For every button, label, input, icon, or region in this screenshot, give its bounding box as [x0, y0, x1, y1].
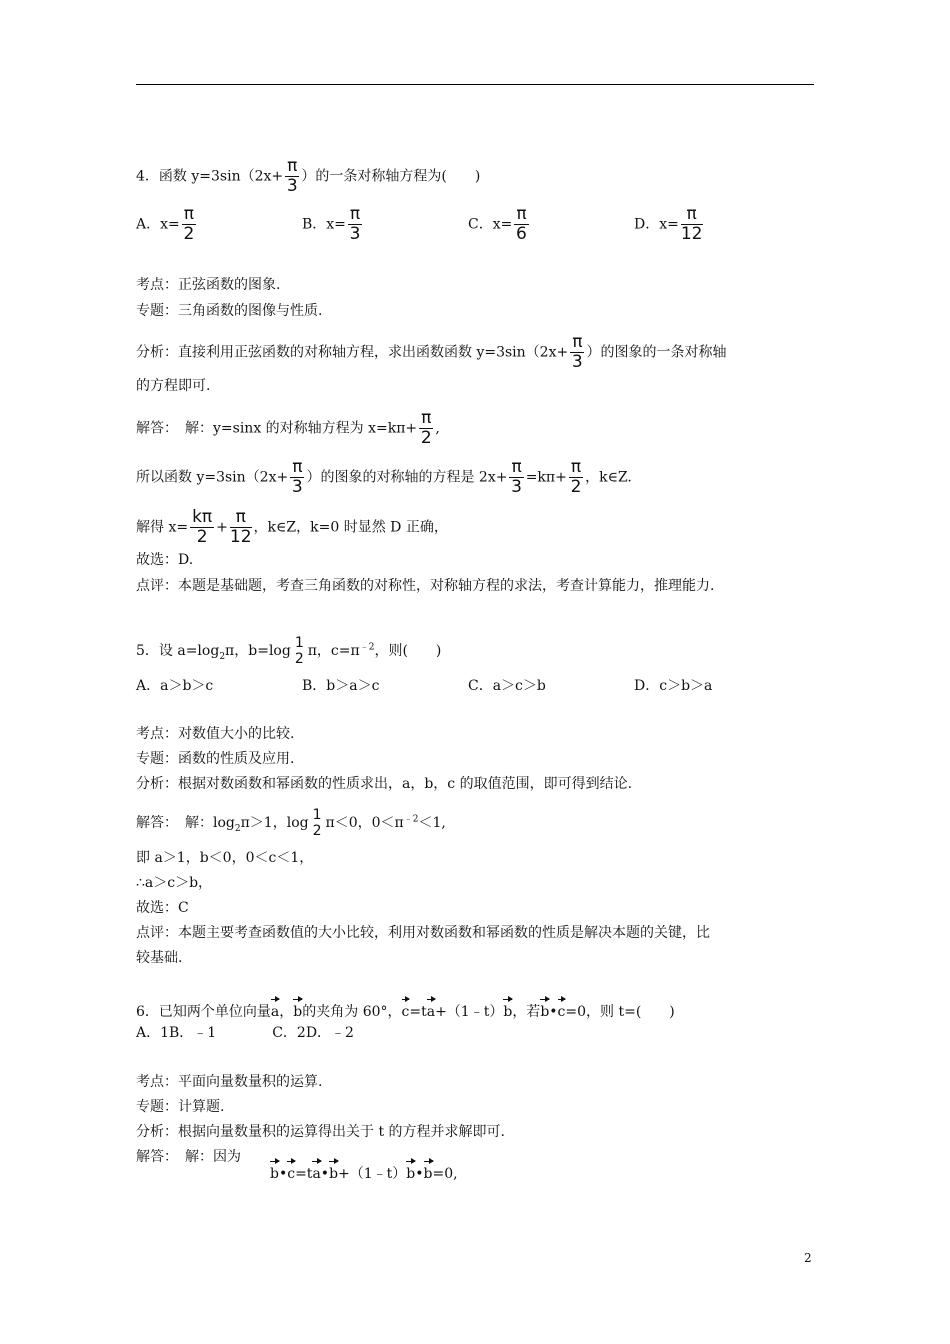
fraction: $\frac{\pi}{2}$: [183, 204, 195, 244]
q5-dianping: 点评：本题主要考查函数值的大小比较，利用对数函数和幂函数的性质是解决本题的关键，比: [136, 925, 710, 941]
fraction: $\frac{\pi}{12}$: [680, 204, 703, 244]
vector-b: b: [424, 1158, 433, 1184]
q4-stem: [136, 158, 480, 195]
q6-jieda: 解答： 解：因为: [136, 1149, 241, 1165]
vector-a: a: [271, 996, 279, 1022]
vector-b: b: [503, 996, 512, 1022]
fraction: $\frac{\pi}{2}$: [570, 457, 582, 497]
q6-stem: 6．已知两个单位向量a，b的夹角为 60°，c=ta+（1﹣t）b，若b•c=0，则 t=( ): [136, 996, 675, 1022]
vector-c: c: [558, 996, 566, 1022]
q6-zhuanti: 专题：计算题.: [136, 1099, 225, 1115]
fraction: 1 2: [312, 807, 322, 839]
q4-jieda-3: 解得 x= $\frac{k\pi}{2}$ + $\frac{\pi}{12}$ ，k∈Z，k=0 时显然 D 正确，: [136, 507, 448, 547]
q4-option-c: C．x= $\frac{\pi}{6}$: [468, 204, 527, 244]
q6-kaodian: 考点：平面向量数量积的运算.: [136, 1074, 323, 1090]
q4-option-a: A．x= $\frac{\pi}{2}$: [136, 204, 195, 244]
fraction: $\frac{k\pi}{2}$: [192, 507, 213, 547]
fraction: $\frac{\pi}{12}$: [229, 507, 252, 547]
vector-b: b: [329, 1158, 338, 1184]
q4-guxuan: 故选：D.: [136, 552, 194, 568]
q4-dianping: 点评：本题是基础题，考查三角函数的对称性，对称轴方程的求法，考查计算能力，推理能力.: [136, 578, 715, 594]
q5-option-c: C．a＞c＞b: [468, 678, 546, 694]
fraction: $\frac{\pi}{6}$: [516, 204, 527, 244]
vector-b: b: [293, 996, 302, 1022]
q4-zhuanti: 专题：三角函数的图像与性质.: [136, 303, 323, 319]
fraction: $\frac{\pi}{3}$: [511, 457, 522, 497]
q5-kaodian: 考点：对数值大小的比较.: [136, 726, 295, 742]
q5-guxuan: 故选：C: [136, 900, 189, 916]
q4-stem-text-end: ）的一条对称轴方程为( ): [301, 168, 481, 185]
fraction: 1 2: [294, 635, 304, 667]
q4-jieda-2: 所以函数 y=3sin（2x+ $\frac{\pi}{3}$ ）的图象的对称轴的方程是 2x+ $\frac{\pi}{3}$ =kπ+ $\frac{\pi}{2}$ ，k∈Z.: [136, 457, 632, 497]
q5-jieda-2: 即 a＞1，b＜0，0＜c＜1，: [136, 850, 314, 866]
vector-a: a: [312, 1158, 320, 1184]
q5-options: [136, 676, 712, 696]
q4-stem-text: 4．函数 y=3sin（2x+: [136, 168, 284, 185]
q4-kaodian: 考点：正弦函数的图象.: [136, 277, 281, 293]
q4-fenxi: 分析：直接利用正弦函数的对称轴方程，求出函数函数 y=3sin（2x+ $\frac{\pi}{3}$ ）的图象的一条对称轴: [136, 332, 727, 372]
fraction: $\frac{\pi}{3}$: [349, 204, 361, 244]
vector-b: b: [406, 1158, 415, 1184]
q4-options: [136, 206, 705, 243]
q5-zhuanti: 专题：函数的性质及应用.: [136, 751, 295, 767]
vector-a: a: [427, 996, 435, 1022]
q6-fenxi: 分析：根据向量数量积的运算得出关于 t 的方程并求解即可.: [136, 1124, 505, 1140]
vector-b: b: [540, 996, 549, 1022]
q4-fenxi-cont: 的方程即可.: [136, 378, 211, 394]
q4-jieda-1: 解答： 解：y=sinx 的对称轴方程为 x=kπ+ $\frac{\pi}{2}$ ,: [136, 408, 440, 448]
q5-option-d: D．c＞b＞a: [634, 678, 713, 694]
q5-stem: 5．设 $a=\log_2\pi$，b=log 1 2 π，$c=\pi^{﹣2}$，则( ): [136, 635, 442, 667]
q5-dianping-cont: 较基础.: [136, 950, 183, 966]
q5-jieda-3: ∴a＞c＞b，: [136, 875, 213, 891]
q6-jieda-equation: b•c=ta•b+（1﹣t）b•b=0,: [270, 1158, 458, 1184]
q4-option-b: B．x= $\frac{\pi}{3}$: [302, 204, 361, 244]
q5-option-a: A．a＞b＞c: [136, 678, 214, 694]
q5-jieda-1: 解答： 解：$\log_2\pi>1$，log 1 2 π＜0，$0<\pi^{﹣2}<1$,: [136, 807, 446, 839]
fraction: $\frac{\pi}{3}$: [291, 457, 303, 497]
q4-option-d: D．x= $\frac{\pi}{12}$: [634, 204, 703, 244]
vector-b: b: [270, 1158, 279, 1184]
fraction: $\frac{\pi}{2}$: [420, 408, 432, 448]
q5-option-b: B．b＞a＞c: [302, 678, 380, 694]
q5-fenxi: 分析：根据对数函数和幂函数的性质求出，a，b，c 的取值范围，即可得到结论.: [136, 776, 633, 792]
fraction: $\frac{\pi}{3}$: [286, 156, 298, 196]
page-number: 2: [804, 1251, 812, 1265]
header-rule: [136, 84, 814, 85]
q6-options: A．1B．﹣1 C．2D．﹣2: [136, 1025, 354, 1041]
vector-c: c: [402, 996, 410, 1022]
vector-c: c: [287, 1158, 295, 1184]
fraction: $\frac{\pi}{3}$: [571, 332, 583, 372]
